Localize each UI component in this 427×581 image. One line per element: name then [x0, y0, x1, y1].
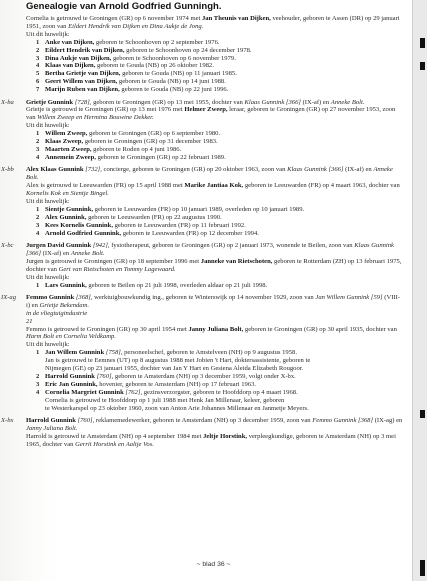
page-heading: Genealogie van Arnold Godfried Gunningh. [26, 1, 222, 12]
child-item [36, 373, 404, 381]
child-details: geboren te Gouda (NB) op 26 oktober 1982. [95, 62, 214, 70]
child-details: geboren te Leeuwarden (FR) op 10 januari 1989, overleden op 10 januari 1989. [93, 205, 305, 213]
child-number: 4 [36, 388, 40, 396]
spouse-details: leraar, geboren te Groningen (GR) op 27 november 1953, zoon van [26, 106, 396, 122]
child-item [36, 86, 404, 94]
child-number: 3 [36, 221, 40, 229]
children-intro: Uit dit huwelijk: [26, 197, 70, 205]
child-marriage-line: te Westerkarspel op 23 oktober 1960, zoon van Anton Arie Johannes Millenaar en Janmetje Meyers. [45, 404, 309, 412]
child-name: Marijn Ruben van Dijken, [45, 86, 120, 94]
child-name: Anke van Dijken, [45, 38, 95, 46]
spouse-name: Janny Juliana Bolt, [188, 325, 244, 333]
child-number: 2 [36, 138, 40, 146]
spouse-details: geboren te Leeuwarden (FR) op 4 maart 1963, dochter van [243, 182, 400, 190]
children-list [26, 39, 404, 94]
genealogy-entry [1, 293, 404, 413]
father-gen: (IX-af) en [41, 249, 70, 257]
child-details: geboren te Groningen (GR) op 22 februari 1989. [95, 153, 226, 161]
note-text: in de vliegtuigindustrie [26, 309, 88, 317]
child-name: Alex Gunnink, [45, 213, 87, 221]
generation-code: IX-ag [1, 293, 17, 301]
child-details: geboren te Gouda (NB) op 14 juni 1988. [117, 78, 226, 86]
child-name: Annemein Zweep, [45, 153, 96, 161]
spouse-details: geboren te Rotterdam (ZH) op 13 februari 1975, dochter van [26, 257, 402, 273]
marriage-text: Femmo is getrouwd te Groningen (GR) op 30 april 1954 met [26, 325, 187, 333]
mother-name: Grietje Bekendam. [39, 301, 89, 309]
child-number: 3 [36, 380, 40, 388]
child-item [36, 130, 404, 138]
genealogy-entry [1, 98, 404, 162]
generation-code: X-bx [1, 417, 14, 424]
marriage-paragraph [26, 15, 404, 31]
spouse-details: veehouder, geboren te Assen (DR) op 29 januari 1951, zoon van [26, 15, 400, 30]
marriage-text: Alex is getrouwd te Leeuwarden (FR) op 15 april 1988 met [26, 182, 183, 190]
child-id: [758] [105, 349, 121, 357]
father-gen: (IX-af) en [300, 98, 330, 106]
child-details: geboren te Leeuwarden (FR) op 22 augustus 1990. [86, 213, 222, 221]
child-number: 1 [36, 349, 40, 357]
child-number: 3 [36, 146, 40, 153]
child-name: Kees Kornelis Gunnink, [45, 221, 113, 229]
child-number: 4 [36, 62, 40, 70]
child-name: Eildert Hendrik van Dijken, [45, 46, 125, 54]
child-details: geboren te Gouda (NB) op 22 juni 1996. [119, 86, 229, 94]
child-number: 6 [36, 78, 40, 86]
marriage-paragraph [26, 258, 404, 274]
mother-name: Janny Juliana Bolt. [26, 424, 78, 432]
spouse-name: Janneke van Rietschoten, [200, 257, 273, 265]
child-details: , gezinsverzorgster, geboren te Hoofddorp op 4 maart 1968. [140, 388, 298, 396]
spouse-parents: Willem Zweep en Hermina Bouwine Dekker. [37, 114, 154, 122]
child-name: Lars Gunnink, [45, 281, 87, 289]
person-details: , fysiotherapeut, geboren te Groningen (GR) op 2 januari 1973, wonende te Beilen, zoon van [107, 241, 353, 249]
child-id: [760] [96, 372, 112, 380]
mother-name: Anneke Bolt. [330, 98, 365, 106]
child-name: Arnold Godfried Gunnink, [45, 229, 122, 237]
person-paragraph [26, 417, 404, 433]
children-intro: Uit dit huwelijk: [26, 30, 70, 38]
child-item [36, 154, 404, 162]
child-marriage-line: Cornelia is getrouwd te Hoofddorp op 1 juli 1988 met Henk Jan Millenaar, keleer, geboren [45, 396, 285, 404]
child-item [36, 55, 404, 63]
person-id: [942] [92, 241, 108, 249]
child-details: geboren te Schoonhoven op 24 december 1978. [124, 46, 252, 54]
child-item [36, 349, 404, 357]
marriage-paragraph [26, 106, 404, 122]
marriage-text: Jurgen is getrouwd te Groningen (GR) op 18 september 1996 met [26, 257, 200, 265]
child-item [36, 389, 404, 397]
child-number: 5 [36, 70, 40, 78]
children-intro: Uit dit huwelijk: [26, 122, 70, 130]
person-details: , reklamemedewerker, geboren te Amsterdam (NH) op 3 december 1959, zoon van [92, 417, 311, 424]
child-details: geboren te Schoonhoven op 2 september 1976. [94, 38, 220, 46]
page-number: ~ blad 36 ~ [196, 561, 231, 568]
person-details: , werktuigbouwkundig ing., geboren te Winterswijk op 14 november 1929, zoon van [90, 293, 314, 301]
child-item [36, 62, 404, 70]
person-name: Alex Klaas Gunnink [26, 166, 84, 174]
child-number: 4 [36, 229, 40, 237]
genealogy-entry [26, 15, 404, 94]
child-details: geboren te Groningen (GR) op 31 december 1983. [83, 138, 218, 146]
children-list [26, 349, 404, 412]
child-item [36, 146, 404, 154]
father-ref: Femmo Gunnink [368] [312, 417, 374, 424]
person-name: Harrold Gunnink [26, 417, 76, 424]
person-details: , geboren te Groningen (GR) op 13 mei 1955, dochter van [89, 98, 243, 106]
mother-name: Anneke Bolt. [26, 166, 393, 182]
child-item [36, 214, 404, 222]
child-item [36, 222, 404, 230]
person-id: [728] [74, 98, 90, 106]
spouse-parents: Harm Bolt en Cornelia Veldkamp. [26, 333, 116, 341]
spouse-parents: Gerrit Horstink en Aaltje Vos. [75, 440, 154, 448]
child-number: 2 [36, 372, 40, 380]
person-id: [732] [85, 166, 101, 174]
child-name: Sientje Gunnink, [45, 205, 94, 213]
spouse-name: Jan Theunis van Dijken, [202, 15, 271, 22]
genealogy-entry [1, 166, 404, 237]
father-ref: Klaas Gunnink [366] [287, 166, 344, 174]
child-details: geboren te Leeuwarden (FR) op 12 december 1994. [121, 229, 259, 237]
person-id: [760] [77, 417, 93, 424]
person-note [26, 310, 404, 318]
child-id: [762] [125, 388, 141, 396]
marriage-paragraph [26, 182, 404, 198]
child-details: geboren te Roden op 4 juni 1986. [91, 146, 182, 153]
person-paragraph [26, 242, 404, 258]
child-item [36, 282, 404, 290]
binder-tab-marker [420, 62, 425, 70]
spouse-details: verpleegkundige, geboren te Amsterdam (NH) op 3 mei 1965, dochter van [26, 432, 396, 448]
person-paragraph [26, 99, 404, 107]
child-number: 1 [36, 130, 40, 138]
child-marriage-line: Jan is getrouwd te Eemnes (UT) op 8 augustus 1988 met Jobien 't Hart, doktersassistente, geboren te [45, 357, 311, 365]
children-list [26, 206, 404, 238]
child-name: Bertha Grietje van Dijken, [45, 70, 121, 78]
marriage-paragraph [26, 433, 404, 449]
generation-code: X-bc [1, 241, 14, 249]
child-number: 2 [36, 213, 40, 221]
child-details: hovenier, geboren te Amsterdam (NH) op 17 februari 1963. [97, 380, 257, 388]
child-number: 7 [36, 86, 40, 94]
genealogy-content [1, 15, 404, 449]
child-item [36, 381, 404, 389]
marriage-text: Cornelia is getrouwd te Groningen (GR) op 6 november 1974 met [26, 15, 201, 22]
child-item [36, 206, 404, 214]
genealogy-entry [1, 241, 404, 289]
child-marriage-line: Nijmegen (GE) op 23 januari 1955, dochter van Jan Y Hart en Gesiena Aleida Elizabeth Rougoor. [45, 365, 304, 373]
child-number: 1 [36, 205, 40, 213]
child-number: 2 [36, 46, 40, 54]
binder-tab-marker [420, 410, 425, 418]
child-number: 3 [36, 54, 40, 62]
children-list [26, 130, 404, 162]
generation-code: X-bb [1, 166, 14, 174]
child-name: Cornelia Margriet Gunnink [45, 388, 124, 396]
father-ref: Klaas Gunnink [366] [244, 98, 301, 106]
father-gen: (VIII-i) en [26, 293, 400, 309]
child-name: Klaas van Dijken, [45, 62, 96, 70]
child-item [36, 138, 404, 146]
person-name: Femmo Gunnink [26, 293, 75, 301]
binder-tab-marker [420, 38, 425, 48]
spouse-name: Marike Jantiaa Kok, [184, 182, 244, 190]
spouse-parents: Gert van Rietschoten en Tommy Lagewaard. [58, 265, 176, 273]
child-name: Eric Jan Gunnink, [45, 380, 98, 388]
child-number: 1 [36, 281, 40, 289]
child-item [36, 39, 404, 47]
child-details: geboren te Schoonhoven op 6 november 1979. [111, 54, 236, 62]
child-details: geboren te Leeuwarden (FR) op 11 februari 1992. [112, 221, 246, 229]
note-number [26, 318, 404, 326]
child-number: 1 [36, 38, 40, 46]
father-gen: (IX-ag) en [373, 417, 403, 424]
child-name: Klaas Zweep, [45, 138, 84, 146]
binder-spine [412, 0, 427, 581]
note-number-text: 21 [26, 317, 33, 325]
genealogy-entry [1, 417, 404, 449]
child-details: , personeelschef, geboren te Amstelveen (NH) op 9 augustus 1958. [120, 349, 297, 357]
children-intro: Uit dit huwelijk: [26, 341, 70, 349]
spouse-name: Jeltje Horstink, [203, 432, 248, 440]
generation-code: X-ba [1, 98, 14, 106]
person-paragraph [26, 166, 404, 182]
children-list [26, 282, 404, 290]
spouse-parents: Eildert Hendrik van Dijken en Dina Aukje de Jong. [68, 22, 204, 30]
spouse-details: geboren te Groningen (GR) op 30 april 1935, dochter van [243, 325, 397, 333]
marriage-text: Grietje is getrouwd te Groningen (GR) op 13 mei 1976 met [26, 106, 183, 114]
child-details: geboren te Beilen op 21 juli 1998, overleden aldaar op 21 juli 1998. [86, 281, 268, 289]
child-number: 4 [36, 153, 40, 161]
father-gen: (IX-af) en [343, 166, 372, 174]
children-intro: Uit dit huwelijk: [26, 273, 70, 281]
child-name: Maarten Zweep, [45, 146, 92, 153]
marriage-paragraph [26, 326, 404, 342]
child-item [36, 230, 404, 238]
child-name: Dina Aukje van Dijken, [45, 54, 112, 62]
person-paragraph [26, 294, 404, 310]
child-name: Harrold Gunnink [45, 372, 95, 380]
child-details: geboren te Gouda (NB) op 11 januari 1985. [120, 70, 237, 78]
marriage-text: Harrold is getrouwd te Amsterdam (NH) op 4 september 1984 met [26, 432, 202, 440]
person-id: [368] [75, 293, 91, 301]
child-item [36, 78, 404, 86]
child-details: geboren te Groningen (GR) op 6 september 1980. [87, 130, 221, 138]
person-name: Grietje Gunnink [26, 98, 74, 106]
child-item [36, 70, 404, 78]
person-details: , concierge, geboren te Groningen (GR) op 20 oktober 1963, zoon van [100, 166, 286, 174]
mother-name: Anneke Bolt. [70, 249, 105, 257]
spouse-name: Helmer Zweep, [184, 106, 228, 114]
child-name: Jan Willem Gunnink [45, 349, 105, 357]
spouse-parents: Kornelis Kok en Sientje Bingel. [26, 190, 109, 198]
child-name: Willem Zweep, [45, 130, 88, 138]
person-name: Jurgen David Gunnink [26, 241, 92, 249]
child-details: , geboren te Amsterdam (NH) op 3 december 1959, volgt onder X-bx. [111, 372, 296, 380]
father-ref: Klaas Gunnink [366] [26, 241, 394, 257]
child-item [36, 47, 404, 55]
father-ref: Jan Willem Gunnink [59] [315, 293, 383, 301]
child-name: Geert Willem van Dijken, [45, 78, 118, 86]
